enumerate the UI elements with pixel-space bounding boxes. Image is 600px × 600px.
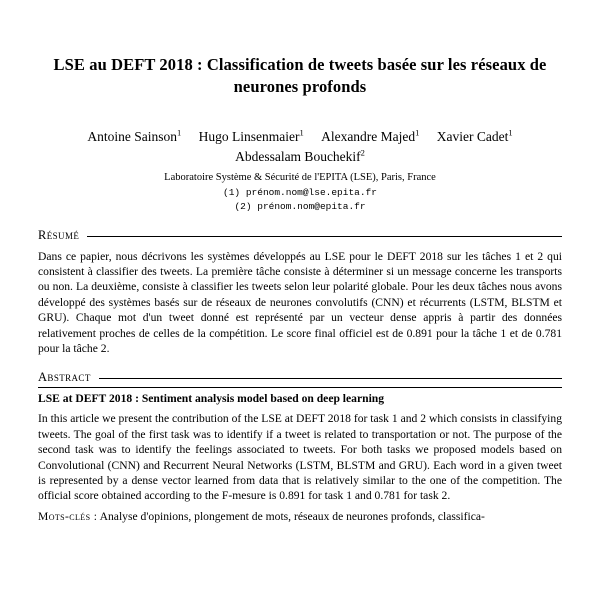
author-affiliation-mark: 1 [415, 127, 420, 138]
email-line: (2) prénom.nom@epita.fr [234, 200, 366, 212]
email-block [38, 186, 562, 214]
abstract-text: In this article we present the contribution of the LSE at DEFT 2018 for task 1 and 2 which consists in classifying tweets. The goal of the first task was to identify if a tweet is related to transportation or not. The purpose of the second task was to identify the feelings associated to tweets. For both tasks we proposed models based on Convolutional (CNN) and Recurrent Neural Networks (LSTM, BLSTM and GRU). Each word in a given tweet is represented by a dense vector learned from data that is relatively similar to the one of the competition. The official score obtained according to the F-mesure is 0.891 for task 1 and 0.781 for task 2. [38, 412, 562, 503]
abstract-heading-label: Abstract [38, 370, 91, 385]
author-item [437, 129, 513, 144]
keywords-label: Mots-clés : [38, 509, 98, 523]
heading-rule [99, 378, 562, 379]
author-affiliation-mark: 2 [360, 147, 365, 158]
author-name: Hugo Linsenmaier [198, 128, 300, 144]
author-item [321, 129, 419, 144]
abstract-divider [38, 387, 562, 388]
author-name: Xavier Cadet [436, 128, 509, 144]
author-item [199, 129, 304, 144]
resume-heading-label: Résumé [38, 227, 80, 242]
author-affiliation-mark: 1 [176, 127, 182, 138]
page-title: LSE au DEFT 2018 : Classification de tweets basée sur les réseaux de neurones profonds [53, 55, 547, 97]
author-affiliation-mark: 1 [508, 127, 513, 138]
resume-text: Dans ce papier, nous décrivons les systèmes développés au LSE pour le DEFT 2018 sur les tâches 1 et 2 qui consistent à classifier des tweets. La première tâche consiste à déterminer si un message concerne les transports ou non. La deuxième, consiste à classifier les tweets selon leur polarité globale. Pour les deux tâches nous avons développé des systèmes basés sur de réseaux de neurones convolutifs (CNN) et récurrents (LSTM, BLSTM et GRU). Chaque mot d'un tweet donné est représenté par un vecteur dense appris à partir des données relativement proches de celles de la compétition. Le score final officiel est de 0.891 pour la tâche 1 et de 0.781 pour la tâche 2. [38, 249, 562, 355]
abstract-heading [38, 370, 562, 385]
author-name: Alexandre Majed [321, 128, 416, 144]
email-line: (1) prénom.nom@lse.epita.fr [223, 187, 377, 199]
author-item [87, 129, 181, 144]
author-item [235, 149, 365, 164]
resume-heading [38, 228, 562, 243]
author-list [38, 127, 562, 168]
author-name: Abdessalam Bouchekif [235, 148, 361, 164]
affiliation: Laboratoire Système & Sécurité de l'EPITA (LSE), Paris, France [164, 172, 436, 184]
heading-rule [87, 236, 562, 237]
keywords-block [38, 509, 562, 524]
author-affiliation-mark: 1 [299, 127, 304, 138]
keywords-text: Analyse d'opinions, plongement de mots, réseaux de neurones profonds, classifica- [99, 509, 485, 523]
author-name: Antoine Sainson [87, 128, 177, 144]
abstract-english-title: LSE at DEFT 2018 : Sentiment analysis model based on deep learning [38, 392, 385, 406]
